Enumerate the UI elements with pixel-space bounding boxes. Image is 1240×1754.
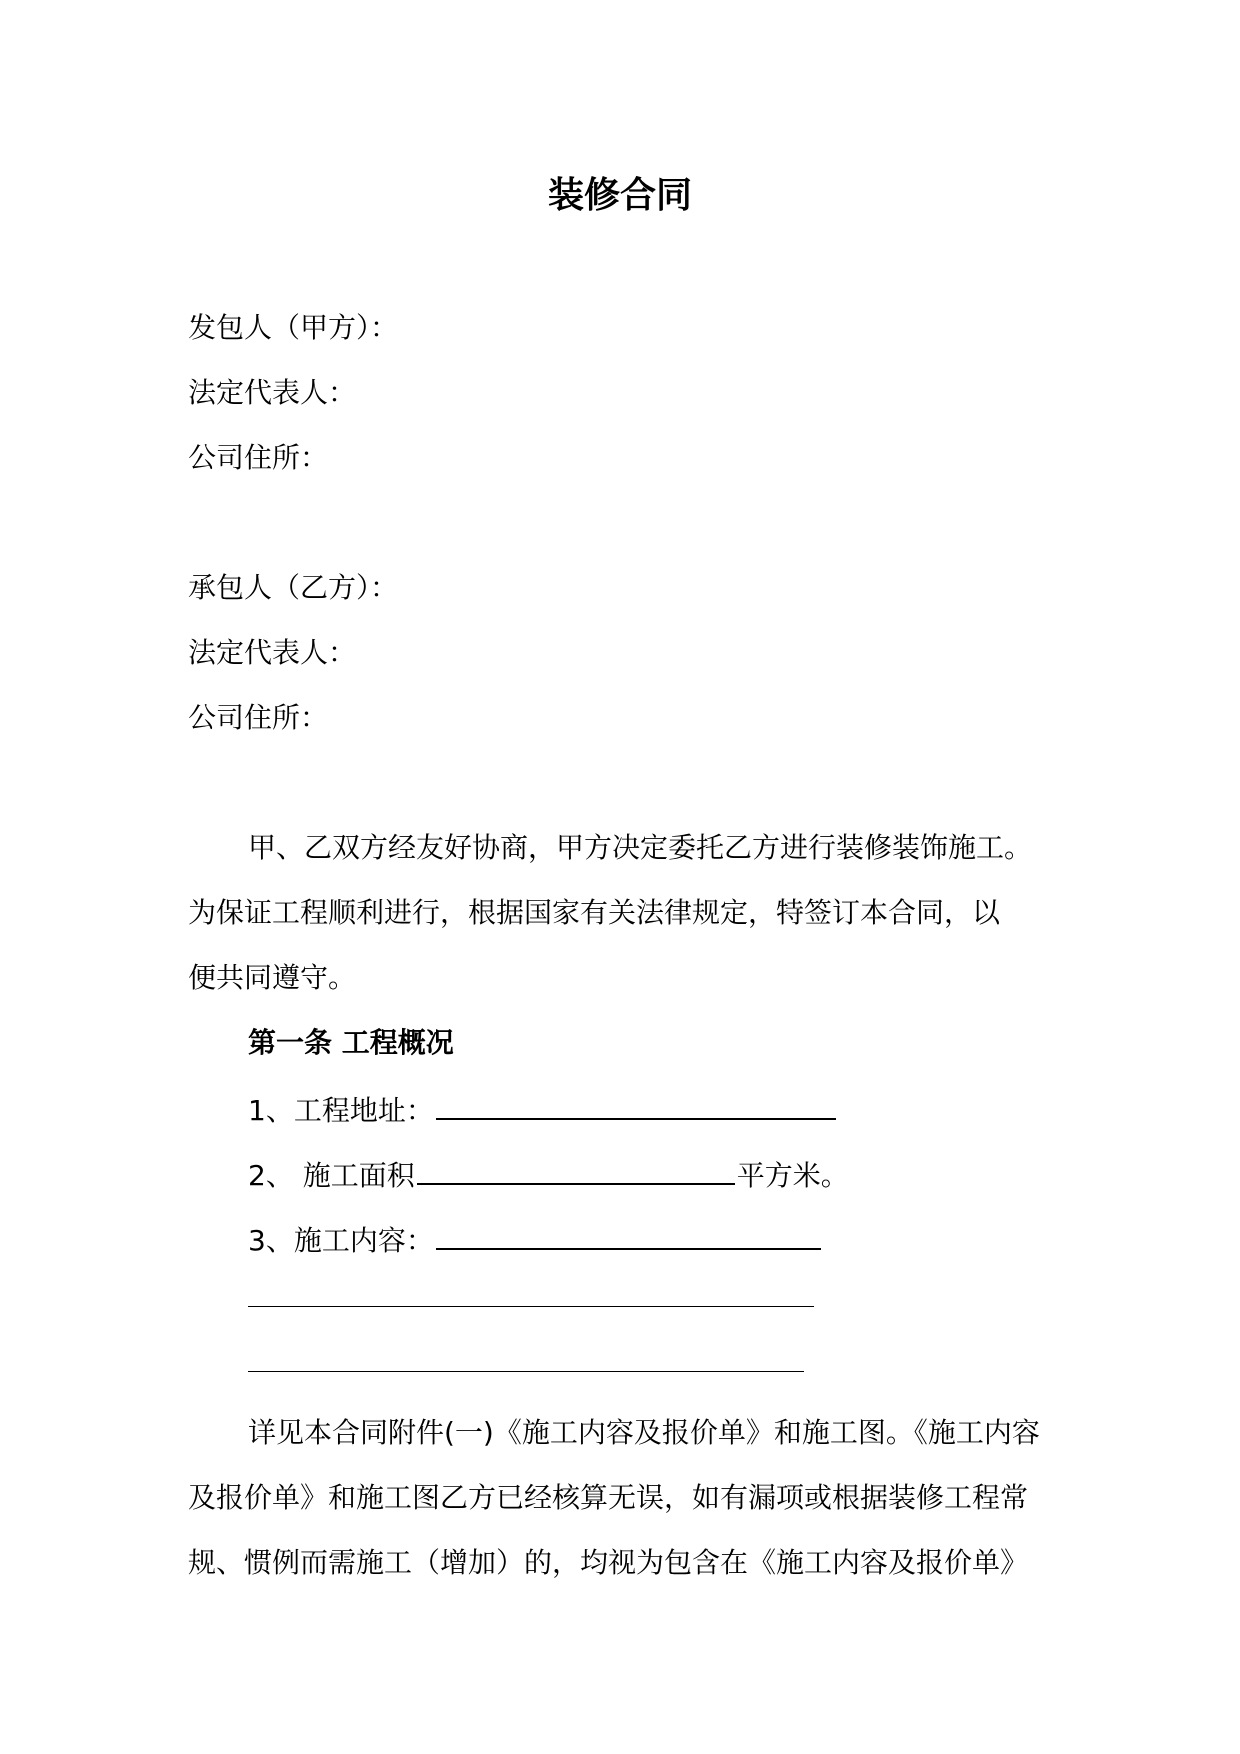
party-b-rep-label: 法定代表人：	[188, 636, 357, 669]
detail-line-1: 详见本合同附件(一)《施工内容及报价单》和施工图。《施工内容	[248, 1416, 1040, 1449]
intro-line-2: 为保证工程顺利进行，根据国家有关法律规定，特签订本合同，以	[188, 896, 1001, 929]
construction-content-label: 3、施工内容：	[248, 1224, 434, 1257]
construction-content-blank-line-2[interactable]	[248, 1306, 814, 1307]
project-address-label: 1、工程地址：	[248, 1094, 434, 1127]
construction-area-label: 2、 施工面积	[248, 1159, 415, 1192]
intro-line-3: 便共同遵守。	[188, 961, 357, 994]
article-1-item-2	[248, 1153, 849, 1196]
construction-content-blank-line-3[interactable]	[248, 1371, 804, 1372]
article-1-item-1	[248, 1088, 838, 1131]
party-b-label: 承包人（乙方）：	[188, 571, 399, 604]
document-title: 装修合同	[547, 175, 692, 216]
detail-line-2: 及报价单》和施工图乙方已经核算无误，如有漏项或根据装修工程常	[188, 1481, 1029, 1514]
article-1-heading: 第一条 工程概况	[248, 1026, 454, 1059]
detail-line-3: 规、惯例而需施工（增加）的，均视为包含在《施工内容及报价单》	[188, 1546, 1029, 1579]
party-b-address-label: 公司住所：	[188, 701, 329, 734]
construction-content-blank[interactable]	[436, 1218, 821, 1250]
intro-line-1: 甲、乙双方经友好协商，甲方决定委托乙方进行装修装饰施工。	[248, 831, 1033, 864]
party-a-address-label: 公司住所：	[188, 441, 329, 474]
party-a-rep-label: 法定代表人：	[188, 376, 357, 409]
article-1-item-3	[248, 1218, 823, 1261]
project-address-blank[interactable]	[436, 1088, 836, 1120]
construction-area-blank[interactable]	[417, 1153, 735, 1185]
party-a-label: 发包人（甲方）：	[188, 311, 399, 344]
construction-area-unit: 平方米。	[736, 1159, 849, 1192]
